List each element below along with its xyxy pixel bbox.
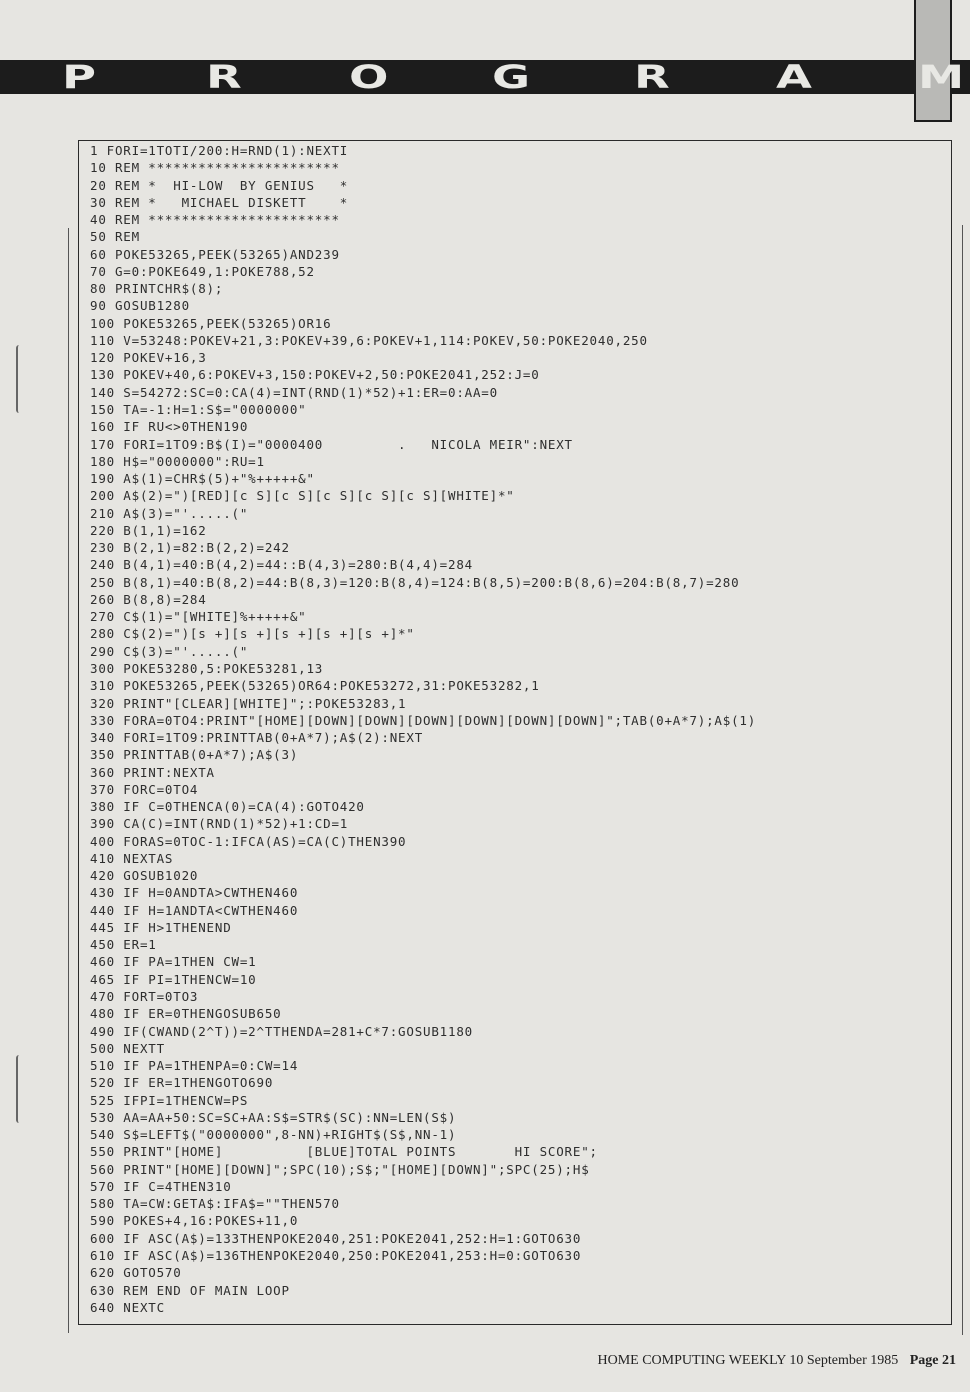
code-line: 190 A$(1)=CHR$(5)+"%+++++&" (90, 471, 315, 487)
banner-letter: R (206, 58, 242, 96)
code-line: 300 POKE53280,5:POKE53281,13 (90, 660, 324, 676)
code-line: 1 FORI=1TOTI/200:H=RND(1):NEXTI (90, 143, 349, 158)
code-line: 120 POKEV+16,3 (90, 350, 207, 366)
code-line: 440 IF H=1ANDTA<CWTHEN460 (90, 902, 299, 918)
code-line: 210 A$(3)="'.....(" (90, 505, 249, 521)
code-line: 500 NEXTT (90, 1040, 165, 1056)
margin-rule-left (68, 228, 69, 1333)
code-line: 640 NEXTC (90, 1299, 165, 1315)
code-line: 130 POKEV+40,6:POKEV+3,150:POKEV+2,50:POKE2041,252:J=0 (90, 367, 540, 383)
code-line: 60 POKE53265,PEEK(53265)AND239 (90, 246, 340, 262)
code-line: 450 ER=1 (90, 937, 157, 953)
section-banner (0, 60, 970, 94)
code-line: 420 GOSUB1020 (90, 868, 199, 884)
code-line: 40 REM *********************** (90, 212, 340, 228)
code-line: 490 IF(CWAND(2^T))=2^TTHENDA=281+C*7:GOSUB1180 (90, 1023, 473, 1039)
code-line: 50 REM (90, 229, 140, 245)
code-line: 600 IF ASC(A$)=133THENPOKE2040,251:POKE2041,252:H=1:GOTO630 (90, 1230, 582, 1246)
code-line: 170 FORI=1TO9:B$(I)="0000400 . NICOLA MEIR":NEXT (90, 436, 573, 452)
code-line: 550 PRINT"[HOME] [BLUE]TOTAL POINTS HI SCORE"; (90, 1144, 598, 1160)
code-line: 270 C$(1)="[WHITE]%+++++&" (90, 609, 307, 625)
code-line: 260 B(8,8)=284 (90, 591, 207, 607)
code-line: 360 PRINT:NEXTA (90, 764, 215, 780)
code-line: 350 PRINTTAB(0+A*7);A$(3) (90, 747, 299, 763)
code-line: 110 V=53248:POKEV+21,3:POKEV+39,6:POKEV+1,114:POKEV,50:POKE2040,250 (90, 332, 648, 348)
code-line: 530 AA=AA+50:SC=SC+AA:S$=STR$(SC):NN=LEN(S$) (90, 1109, 457, 1125)
code-line: 540 S$=LEFT$("0000000",8-NN)+RIGHT$(S$,NN-1) (90, 1127, 457, 1143)
publication-line: HOME COMPUTING WEEKLY 10 September 1985 (597, 1353, 899, 1368)
code-line: 430 IF H=0ANDTA>CWTHEN460 (90, 885, 299, 901)
code-line: 610 IF ASC(A$)=136THENPOKE2040,250:POKE2041,253:H=0:GOTO630 (90, 1248, 582, 1263)
banner-letter: R (634, 58, 670, 96)
code-line: 330 FORA=0TO4:PRINT"[HOME][DOWN][DOWN][DOWN][DOWN][DOWN][DOWN]";TAB(0+A*7);A$(1) (90, 712, 757, 728)
banner-letter: O (349, 58, 389, 96)
code-line: 390 CA(C)=INT(RND(1)*52)+1:CD=1 (90, 816, 349, 832)
code-line: 470 FORT=0TO3 (90, 989, 199, 1005)
code-line: 320 PRINT"[CLEAR][WHITE]";:POKE53283,1 (90, 695, 407, 711)
code-line: 80 PRINTCHR$(8); (90, 281, 224, 297)
banner-letter: P (62, 58, 97, 96)
code-line: 580 TA=CW:GETA$:IFA$=""THEN570 (90, 1196, 340, 1212)
banner-letter: M (918, 58, 965, 96)
code-line: 180 H$="0000000":RU=1 (90, 453, 265, 469)
code-line: 410 NEXTAS (90, 850, 174, 866)
code-line: 465 IF PI=1THENCW=10 (90, 971, 257, 987)
code-line: 310 POKE53265,PEEK(53265)OR64:POKE53272,31:POKE53282,1 (90, 678, 540, 694)
code-line: 380 IF C=0THENCA(0)=CA(4):GOTO420 (90, 799, 365, 815)
code-line: 620 GOTO570 (90, 1265, 182, 1281)
code-line: 340 FORI=1TO9:PRINTTAB(0+A*7);A$(2):NEXT (90, 730, 424, 746)
code-line: 480 IF ER=0THENGOSUB650 (90, 1006, 282, 1022)
code-line: 590 POKES+4,16:POKES+11,0 (90, 1213, 299, 1229)
code-line: 160 IF RU<>0THEN190 (90, 419, 249, 435)
margin-rule-right (962, 225, 963, 1335)
code-line: 230 B(2,1)=82:B(2,2)=242 (90, 540, 290, 556)
code-line: 630 REM END OF MAIN LOOP (90, 1282, 290, 1298)
page-footer (598, 1353, 957, 1369)
code-line: 30 REM * MICHAEL DISKETT * (90, 194, 349, 210)
code-line: 460 IF PA=1THEN CW=1 (90, 954, 257, 970)
code-line: 20 REM * HI-LOW BY GENIUS * (90, 177, 349, 193)
code-line: 570 IF C=4THEN310 (90, 1178, 232, 1194)
code-line: 100 POKE53265,PEEK(53265)OR16 (90, 315, 332, 331)
code-line: 250 B(8,1)=40:B(8,2)=44:B(8,3)=120:B(8,4)=124:B(8,5)=200:B(8,6)=204:B(8,7)=280 (90, 574, 740, 590)
code-line: 445 IF H>1THENEND (90, 919, 232, 935)
basic-program-listing (90, 142, 940, 1316)
code-line: 400 FORAS=0TOC-1:IFCA(AS)=CA(C)THEN390 (90, 833, 407, 849)
code-line: 520 IF ER=1THENGOTO690 (90, 1075, 274, 1091)
code-line: 150 TA=-1:H=1:S$="0000000" (90, 401, 307, 417)
staple-mark (16, 1055, 22, 1123)
code-line: 10 REM *********************** (90, 160, 340, 176)
banner-letter: G (492, 58, 531, 96)
code-line: 560 PRINT"[HOME][DOWN]";SPC(10);S$;"[HOME][DOWN]";SPC(25);H$ (90, 1161, 590, 1177)
code-line: 280 C$(2)=")[s +][s +][s +][s +][s +]*" (90, 626, 415, 642)
staple-mark (16, 345, 22, 413)
code-line: 90 GOSUB1280 (90, 298, 190, 314)
code-line: 290 C$(3)="'.....(" (90, 643, 249, 659)
code-line: 240 B(4,1)=40:B(4,2)=44::B(4,3)=280:B(4,4)=284 (90, 557, 473, 573)
code-line: 370 FORC=0TO4 (90, 781, 199, 797)
code-line: 140 S=54272:SC=0:CA(4)=INT(RND(1)*52)+1:ER=0:AA=0 (90, 384, 498, 400)
code-line: 200 A$(2)=")[RED][c S][c S][c S][c S][c S][WHITE]*" (90, 488, 515, 504)
code-line: 510 IF PA=1THENPA=0:CW=14 (90, 1058, 299, 1074)
page-number: Page 21 (909, 1353, 956, 1368)
banner-letter: A (776, 58, 812, 96)
code-line: 525 IFPI=1THENCW=PS (90, 1092, 249, 1108)
code-line: 220 B(1,1)=162 (90, 522, 207, 538)
code-line: 70 G=0:POKE649,1:POKE788,52 (90, 263, 315, 279)
